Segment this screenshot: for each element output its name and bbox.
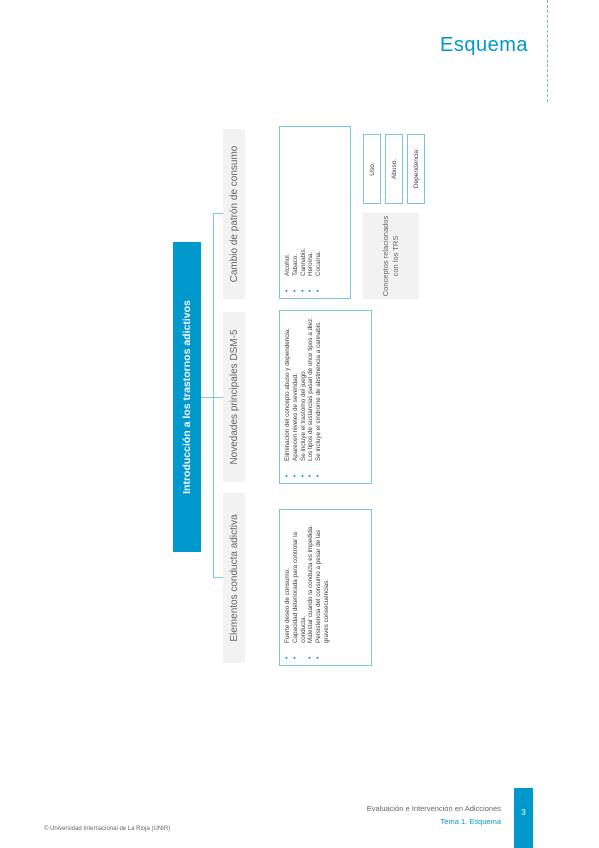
box-cambio — [279, 126, 351, 299]
list-item: • Cocaína. — [315, 133, 323, 292]
connector-left — [213, 577, 223, 578]
column-heading-novedades: Novedades principales DSM-5 — [223, 312, 245, 482]
connector-right — [213, 213, 223, 214]
connector-trunk — [201, 397, 213, 398]
list-item: • Eliminación del concepto abuso y dependencia. — [284, 317, 292, 477]
list-item: • Malestar cuando la conducta es impedida. — [307, 516, 315, 659]
footer-course: Evaluación e Intervención en Adicciones — [366, 804, 501, 813]
list-item: • Capacidad deteriorada para controlar la conducta. — [292, 516, 308, 659]
page-number: 3 — [514, 788, 533, 848]
footer-topic: Tema 1. Esquema — [440, 817, 501, 826]
page-title: Esquema — [440, 34, 528, 56]
list-item: • Los tipos de sustancias pasan de once tipos a diez. — [307, 317, 315, 477]
list-item: • Alcohol. — [284, 133, 292, 292]
header-rule — [547, 0, 548, 102]
column-heading-elementos: Elementos conducta adictiva — [223, 493, 245, 663]
column-heading-cambio: Cambio de patrón de consumo — [223, 129, 245, 299]
connector-horizontal — [213, 214, 214, 578]
list-item: • Tabaco. — [292, 133, 300, 292]
list-item: • Heroína. — [307, 133, 315, 292]
box-elementos — [279, 509, 372, 666]
list-item: • Aparecen niveles de severidad. — [292, 317, 300, 477]
concept-diagram — [173, 126, 425, 666]
concepts-box: Conceptos relacionados con los TRS — [363, 213, 419, 299]
box-novedades — [279, 310, 372, 484]
concept-pill-abuso: Abuso. — [385, 134, 403, 204]
list-item: • Fuerte deseo de consumo. — [284, 516, 292, 659]
list-item: • Persistencia del consumo a pesar de las graves consecuencias. — [315, 516, 331, 659]
connector-middle — [213, 397, 223, 398]
list-item: • Cannabis. — [300, 133, 308, 292]
concept-pill-uso: Uso. — [363, 134, 381, 204]
copyright: © Universidad Internacional de La Rioja (UNIR) — [44, 826, 171, 832]
concept-pill-dependencia: Dependencia — [407, 134, 425, 204]
list-item: • Se incluye el síndrome de abstinencia a cannabis. — [315, 317, 323, 477]
diagram-main-title: Introducción a los trastornos adictivos — [173, 242, 201, 552]
list-item: • Se incluye el trastorno del juego. — [300, 317, 308, 477]
